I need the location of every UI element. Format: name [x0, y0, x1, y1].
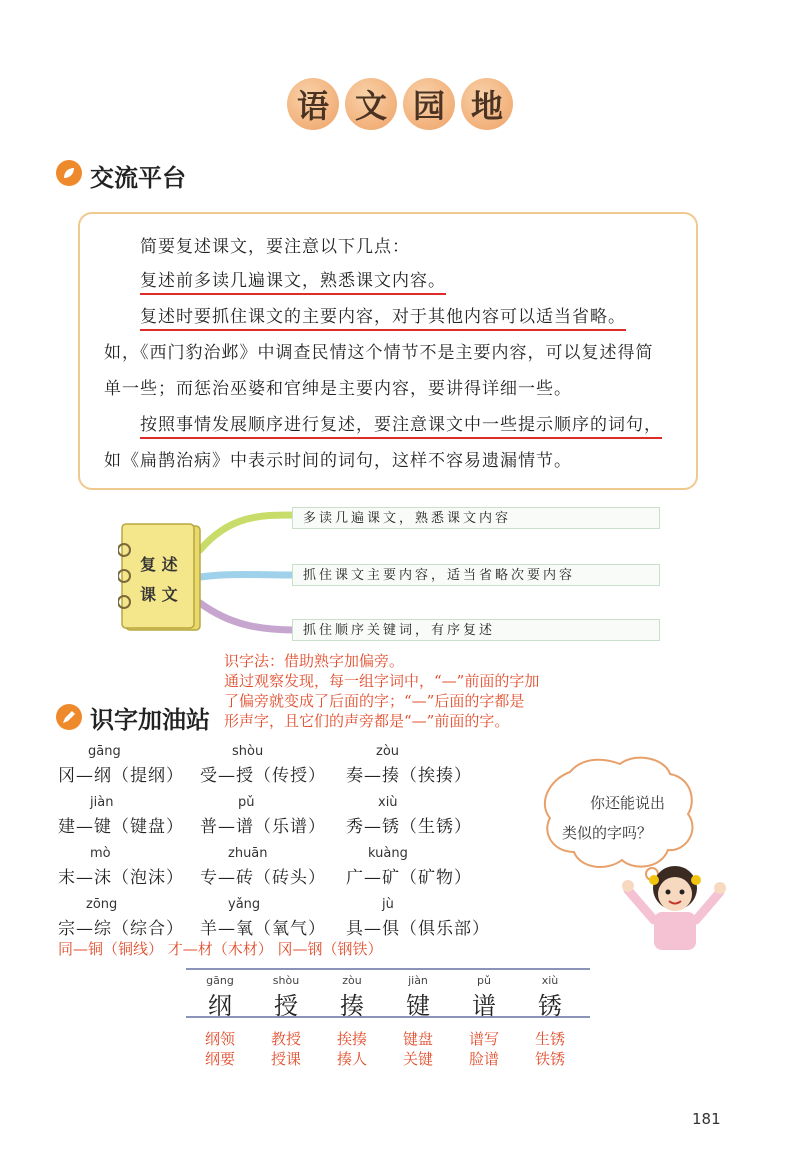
pinyin: zhuān	[228, 846, 268, 861]
pencil-icon	[61, 709, 77, 725]
table-char: 锈	[538, 992, 562, 1020]
table-word: 揍人	[336, 1050, 367, 1068]
table-pinyin: shòu	[272, 974, 300, 987]
char-pair: 专—砖（砖头）	[200, 868, 326, 888]
table-char: 纲	[208, 992, 232, 1020]
char-pair: 冈—纲（提纲）	[58, 766, 184, 786]
note-line: 形声字，且它们的声旁都是“—”前面的字。	[224, 712, 510, 730]
book-icon	[118, 522, 204, 634]
note-line: 识字法：借助熟字加偏旁。	[224, 652, 405, 670]
table-word: 铁锈	[534, 1050, 565, 1068]
pinyin: zòu	[376, 744, 400, 759]
page-number: 181	[692, 1110, 721, 1128]
char-pair: 宗—综（综合）	[58, 919, 184, 939]
table-word: 教授	[270, 1030, 301, 1048]
table-top-rule	[186, 968, 590, 970]
platform-line: 如，《西门豹治邺》中调查民情这个情节不是主要内容，可以复述得简	[104, 343, 654, 363]
book-label: 复 述	[140, 555, 178, 574]
title-char: 园	[403, 78, 455, 130]
table-char: 谱	[472, 992, 496, 1020]
platform-line	[140, 270, 446, 292]
table-word: 纲要	[204, 1050, 235, 1068]
table-char: 键	[406, 992, 430, 1020]
book-label: 课 文	[140, 585, 178, 604]
pinyin: jù	[382, 897, 394, 912]
platform-line: 简要复述课文，要注意以下几点：	[140, 237, 410, 257]
char-pair: 广—矿（矿物）	[346, 868, 472, 888]
table-word: 纲领	[204, 1030, 235, 1048]
char-pair: 普—谱（乐谱）	[200, 817, 326, 837]
page-title	[0, 78, 800, 130]
title-char: 地	[461, 78, 513, 130]
pinyin: gāng	[88, 744, 121, 759]
char-pair: 秀—锈（生锈）	[346, 817, 472, 837]
underlined-point: 复述前多读几遍课文，熟悉课文内容。	[140, 271, 446, 295]
title-char: 语	[287, 78, 339, 130]
table-word: 谱写	[468, 1030, 499, 1048]
table-char: 授	[274, 992, 298, 1020]
platform-line	[140, 306, 626, 328]
table-pinyin: gāng	[206, 974, 234, 987]
table-pinyin: pǔ	[477, 974, 491, 987]
title-char: 文	[345, 78, 397, 130]
table-word: 关键	[402, 1050, 433, 1068]
bubble-line: 类似的字吗？	[562, 824, 653, 842]
table-pinyin: xiù	[541, 974, 559, 987]
mindmap-connectors	[190, 505, 300, 655]
table-char: 揍	[340, 992, 364, 1020]
section-leaf-icon	[56, 160, 82, 186]
underlined-point: 复述时要抓住课文的主要内容，对于其他内容可以适当省略。	[140, 307, 626, 331]
pinyin: shòu	[232, 744, 264, 759]
girl-illustration	[620, 850, 730, 950]
platform-line	[140, 414, 662, 436]
table-word: 键盘	[402, 1030, 433, 1048]
char-pair: 建—键（键盘）	[58, 817, 184, 837]
platform-line: 单一些；而惩治巫婆和官绅是主要内容，要讲得详细一些。	[104, 379, 572, 399]
pinyin: kuàng	[368, 846, 408, 861]
note-line: 了偏旁就变成了后面的字；“—”后面的字都是	[224, 692, 525, 710]
section-pencil-icon	[56, 704, 82, 730]
pinyin: mò	[90, 846, 111, 861]
table-word: 脸谱	[468, 1050, 499, 1068]
book-illustration	[118, 522, 204, 634]
char-pair: 受—授（传授）	[200, 766, 326, 786]
table-word: 挨揍	[336, 1030, 367, 1048]
note-line: 通过观察发现，每一组字词中，“—”前面的字加	[224, 672, 540, 690]
underlined-point: 按照事情发展顺序进行复述，要注意课文中一些提示顺序的词句，	[140, 415, 662, 439]
pinyin: zōng	[86, 897, 118, 912]
table-pinyin: jiàn	[408, 974, 428, 987]
section-title-literacy: 识字加油站	[90, 706, 210, 734]
pinyin: jiàn	[90, 795, 114, 810]
bubble-line: 你还能说出	[590, 794, 666, 812]
char-pair: 具—俱（俱乐部）	[346, 919, 490, 939]
char-pair: 末—沫（泡沫）	[58, 868, 184, 888]
pinyin: pǔ	[238, 795, 255, 810]
pinyin: xiù	[378, 795, 398, 810]
leaf-icon	[61, 165, 77, 181]
platform-line: 如《扁鹊治病》中表示时间的词句，这样不容易遗漏情节。	[104, 451, 572, 471]
pinyin: yǎng	[228, 897, 261, 912]
handwritten-examples: 同—铜（铜线） 才—材（木材） 冈—钢（钢铁）	[58, 940, 383, 958]
table-pinyin: zòu	[342, 974, 362, 987]
table-word: 授课	[270, 1050, 301, 1068]
section-title-platform: 交流平台	[90, 164, 186, 192]
table-word: 生锈	[534, 1030, 565, 1048]
char-pair: 奏—揍（挨揍）	[346, 766, 472, 786]
char-pair: 羊—氧（氧气）	[200, 919, 326, 939]
mindmap-branch: 多读几遍课文，熟悉课文内容	[292, 507, 660, 529]
mindmap-branch: 抓住课文主要内容，适当省略次要内容	[292, 564, 660, 586]
mindmap-branch: 抓住顺序关键词，有序复述	[292, 619, 660, 641]
